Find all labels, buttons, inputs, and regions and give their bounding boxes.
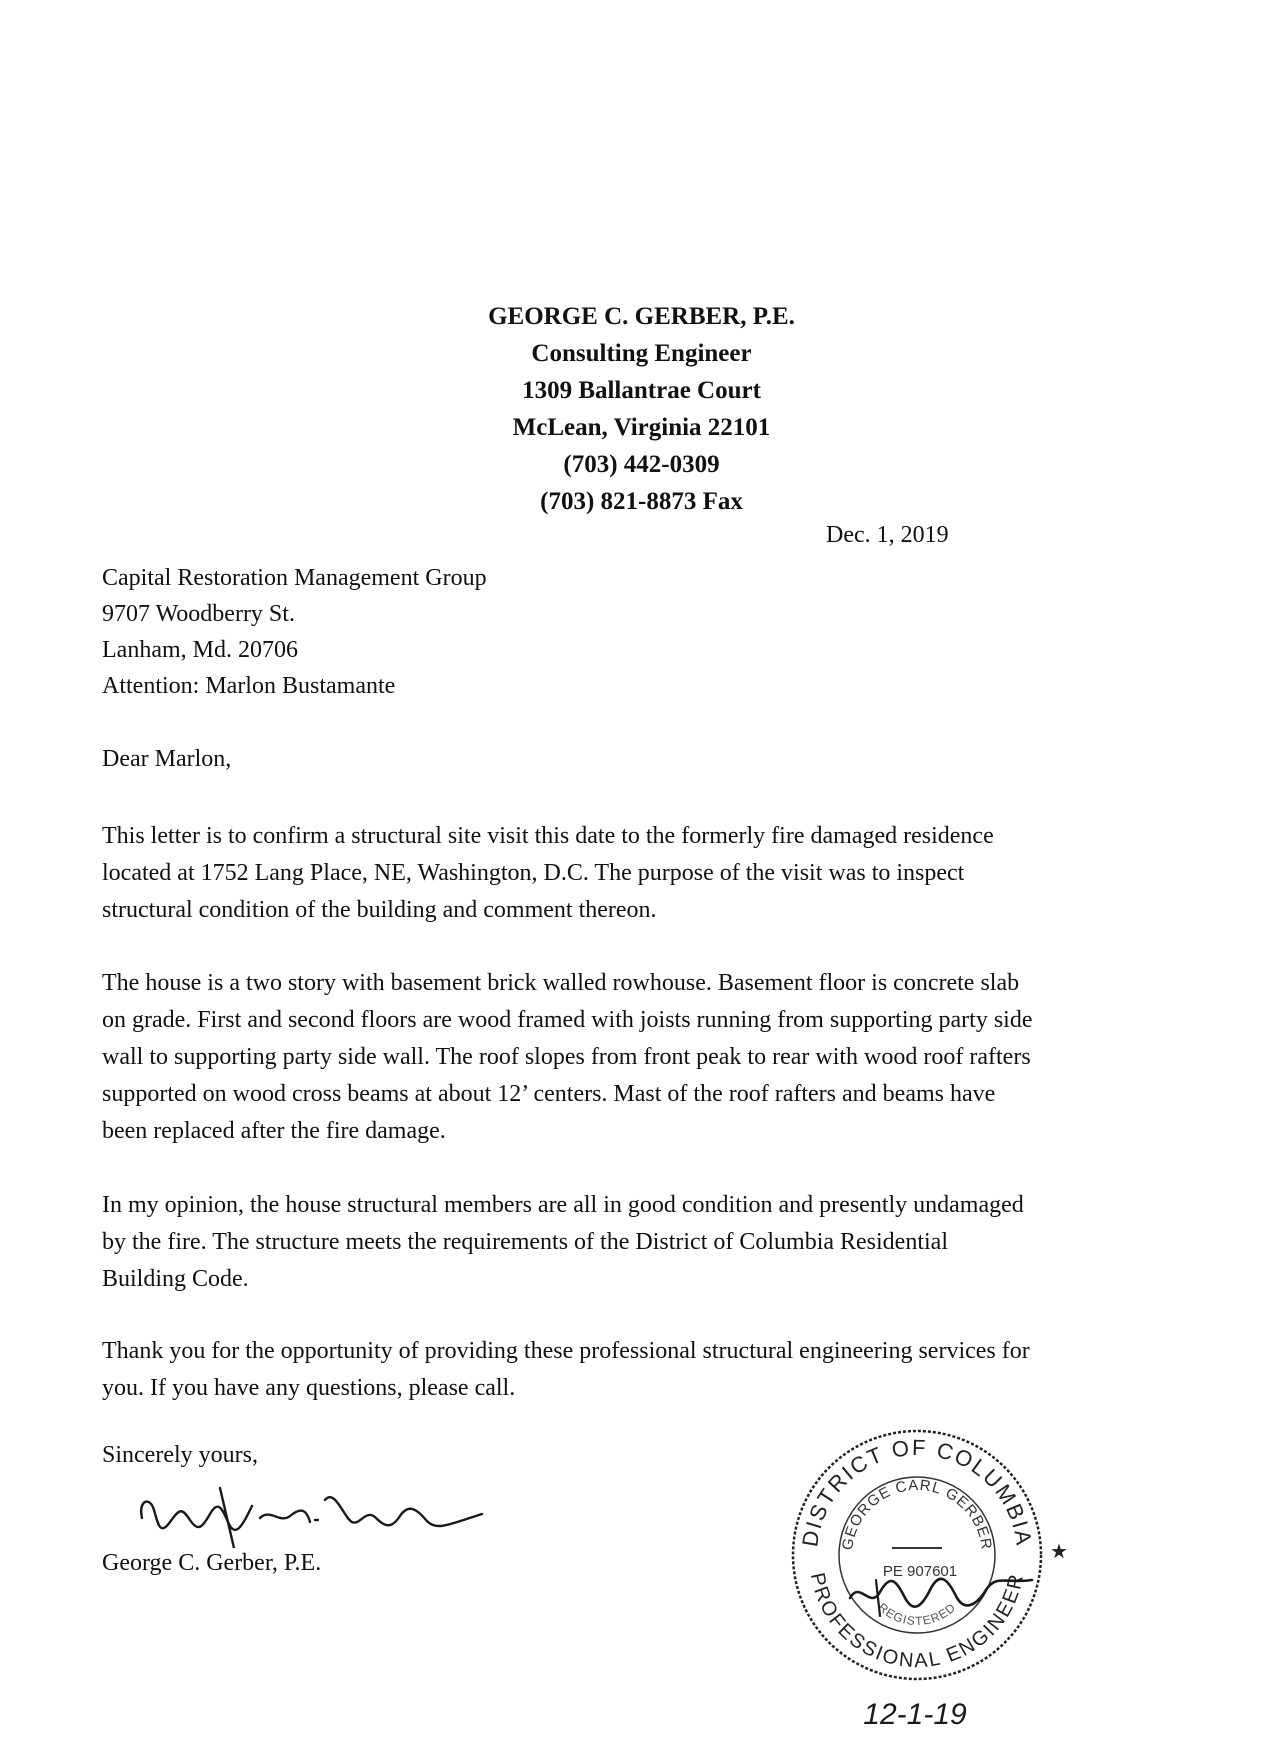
svg-text:GEORGE CARL GERBER — [839, 1477, 995, 1551]
letterhead-city: McLean, Virginia 22101 — [512, 414, 771, 441]
paragraph-site-visit — [102, 818, 1212, 929]
paragraph-line: Thank you for the opportunity of providing these professional structural engineering services for — [102, 1338, 1030, 1364]
paragraph-line: In my opinion, the house structural members are all in good condition and presently undamaged — [102, 1192, 1024, 1218]
letterhead-street: 1309 Ballantrae Court — [522, 377, 761, 404]
professional-engineer-seal — [780, 1420, 1070, 1740]
recipient-city: Lanham, Md. 20706 — [102, 637, 298, 663]
paragraph-line: by the fire. The structure meets the requirements of the District of Columbia Residential — [102, 1229, 948, 1255]
signature-name: George C. Gerber, P.E. — [102, 1550, 322, 1576]
recipient-street: 9707 Woodberry St. — [102, 601, 295, 627]
seal-registered-text: REGISTERED — [875, 1600, 959, 1629]
letterhead-title: Consulting Engineer — [531, 340, 752, 367]
letter-date: Dec. 1, 2019 — [826, 522, 949, 548]
paragraph-line: you. If you have any questions, please call. — [102, 1375, 516, 1401]
recipient-company: Capital Restoration Management Group — [102, 565, 487, 591]
letterhead-phone: (703) 442-0309 — [563, 451, 720, 478]
paragraph-line: been replaced after the fire damage. — [102, 1118, 446, 1144]
paragraph-line: This letter is to confirm a structural site visit this date to the formerly fire damaged residence — [102, 823, 994, 849]
paragraph-line: supported on wood cross beams at about 12’ centers. Mast of the roof rafters and beams have — [102, 1081, 996, 1107]
handwritten-signature — [130, 1478, 490, 1548]
seal-number: PE 907601 — [882, 1563, 958, 1580]
seal-star-icon: ★ — [1050, 1541, 1068, 1563]
letterhead — [0, 298, 1283, 520]
seal-bottom-text: PROFESSIONAL ENGINEER — [805, 1570, 1029, 1673]
paragraph-thanks — [102, 1333, 1212, 1407]
recipient-address — [102, 560, 487, 704]
paragraph-opinion — [102, 1187, 1212, 1298]
salutation: Dear Marlon, — [102, 746, 232, 772]
seal-outer-text: DISTRICT OF COLUMBIA — [797, 1434, 1037, 1549]
letterhead-fax: (703) 821-8873 Fax — [540, 488, 743, 515]
paragraph-line: The house is a two story with basement brick walled rowhouse. Basement floor is concrete slab — [102, 970, 1020, 996]
paragraph-line: wall to supporting party side wall. The roof slopes from front peak to rear with wood roof rafters — [102, 1044, 1031, 1070]
closing: Sincerely yours, — [102, 1442, 258, 1468]
paragraph-line: Building Code. — [102, 1266, 249, 1292]
recipient-attention: Attention: Marlon Bustamante — [102, 673, 396, 699]
paragraph-line: structural condition of the building and comment thereon. — [102, 897, 657, 923]
seal-inner-text: GEORGE CARL GERBER — [839, 1476, 995, 1552]
letterhead-name: GEORGE C. GERBER, P.E. — [488, 303, 795, 330]
paragraph-line: on grade. First and second floors are wood framed with joists running from supporting party side — [102, 1007, 1033, 1033]
paragraph-house-description — [102, 965, 1212, 1150]
seal-handwritten-date: 12-1-19 — [863, 1698, 967, 1731]
paragraph-line: located at 1752 Lang Place, NE, Washington, D.C. The purpose of the visit was to inspect — [102, 860, 965, 886]
svg-text:REGISTERED — [875, 1600, 958, 1628]
